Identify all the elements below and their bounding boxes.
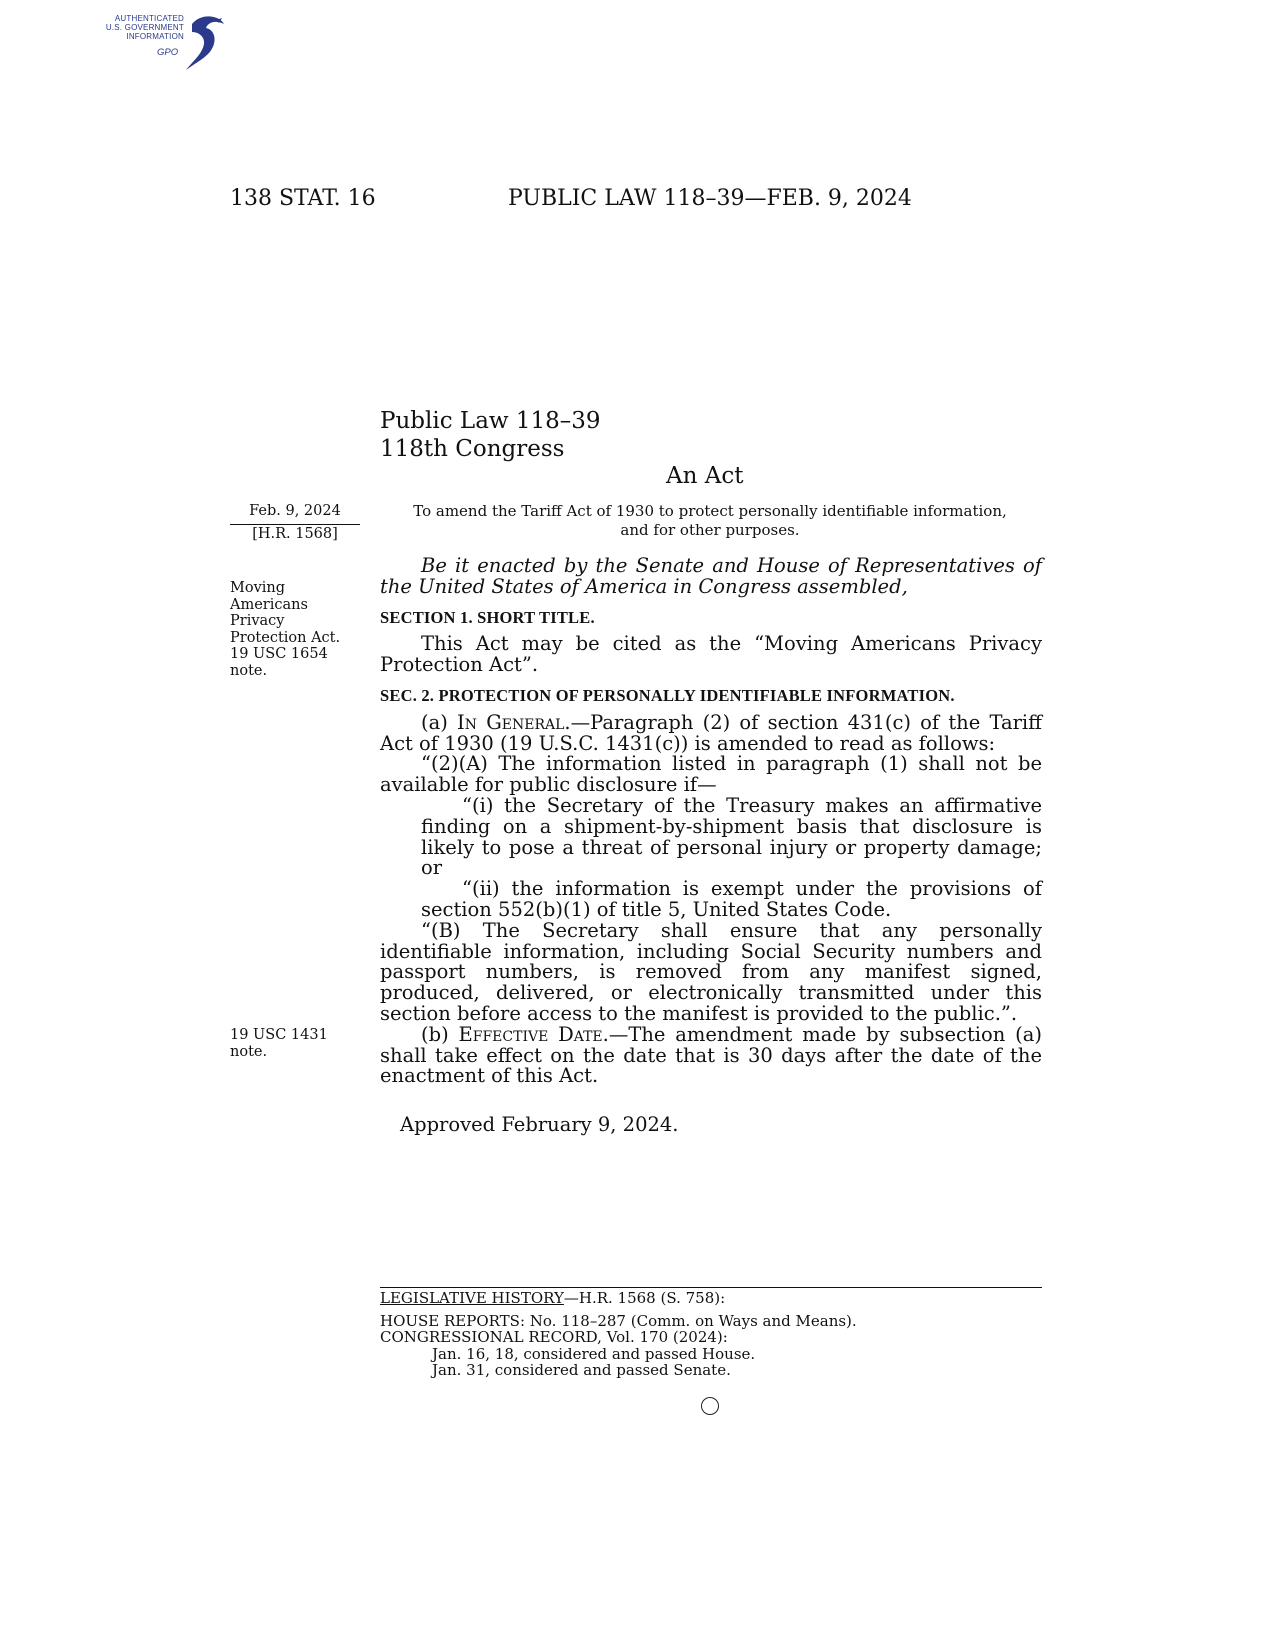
logo-line-3: INFORMATION [126, 32, 184, 41]
margin-bill: [H.R. 1568] [252, 526, 338, 542]
margin-note-line: Moving [230, 580, 286, 596]
margin-note-line: note. [230, 1043, 268, 1060]
subsection-b-heading: Effective Date [458, 1022, 603, 1046]
logo-line-1: AUTHENTICATED [114, 14, 184, 23]
subsection-a-heading: In General [457, 710, 565, 734]
law-body [380, 556, 1042, 1087]
congressional-record: CONGRESSIONAL RECORD, Vol. 170 (2024): [380, 1328, 728, 1346]
margin-note-line: Privacy [230, 613, 285, 629]
stat-page: 138 STAT. 16 [230, 186, 376, 211]
margin-note-short-title [230, 580, 340, 679]
quoted-clause-i: “(i) the Secretary of the Treasury makes an affirmative finding on a shipment-by-shipment basis that disclosure is likely to pose a threat of personal injury or property damage; or [421, 793, 1042, 880]
section-1-text: This Act may be cited as the “Moving Americans Privacy Protection Act”. [380, 632, 1042, 677]
section-1-heading: SECTION 1. SHORT TITLE. [380, 607, 595, 627]
section-2-heading: SEC. 2. PROTECTION OF PERSONALLY IDENTIFIABLE INFORMATION. [380, 685, 955, 705]
quoted-paragraph-b: “(B) The Secretary shall ensure that any personally identifiable information, including Social Security numbers and passport numbers, is removed from any manifest signed, produced, delivered, or electronically transmitted under this section before access to the manifest is provided to the public.”. [380, 918, 1042, 1025]
purpose-line-2: and for other purposes. [620, 521, 800, 539]
quoted-paragraph-2a: “(2)(A) The information listed in paragraph (1) shall not be available for public disclosure if— [380, 752, 1042, 797]
margin-note-line: Americans [230, 596, 308, 613]
subsection-b-text: .—The amendment made by subsection (a) shall take effect on the date that is 30 days after the date of the enactment of this Act. [380, 1022, 1042, 1088]
margin-note-line: 19 USC 1654 [230, 646, 328, 662]
quoted-clause-ii: “(ii) the information is exempt under the provisions of section 552(b)(1) of title 5, United States Code. [421, 877, 1042, 921]
subsection-b [380, 1022, 1042, 1088]
history-rule [380, 1287, 1042, 1288]
law-number: Public Law 118–39 [380, 408, 601, 434]
history-label: LEGISLATIVE HISTORY [380, 1289, 564, 1307]
margin-note-line: Protection Act. [230, 629, 341, 646]
history-action: Jan. 16, 18, considered and passed House. [432, 1344, 756, 1363]
history-bill: —H.R. 1568 (S. 758): [563, 1289, 726, 1307]
margin-divider [230, 524, 360, 525]
act-purpose [400, 502, 1020, 540]
margin-note-effective-date [230, 1027, 328, 1060]
logo-line-2: U.S. GOVERNMENT [105, 23, 184, 32]
legislative-history [380, 1290, 857, 1379]
act-heading: An Act [666, 463, 744, 489]
margin-note-line: 19 USC 1431 [230, 1027, 328, 1043]
subsection-b-label: (b) [421, 1022, 449, 1046]
approval-date: Approved February 9, 2024. [400, 1113, 679, 1136]
running-head: PUBLIC LAW 118–39—FEB. 9, 2024 [508, 186, 912, 211]
purpose-line-1: To amend the Tariff Act of 1930 to protect personally identifiable information, [413, 502, 1007, 520]
eagle-icon [172, 10, 232, 74]
congress: 118th Congress [380, 436, 565, 462]
house-reports: HOUSE REPORTS: No. 118–287 (Comm. on Ways and Means). [380, 1311, 857, 1330]
subsection-a-text: .—Paragraph (2) of section 431(c) of the Tariff Act of 1930 (19 U.S.C. 1431(c)) is amended to read as follows: [380, 710, 1042, 755]
history-action: Jan. 31, considered and passed Senate. [432, 1361, 731, 1379]
title-block [380, 407, 601, 463]
logo-gpo-text: GPO [157, 47, 179, 58]
subsection-a [380, 710, 1042, 755]
margin-date: Feb. 9, 2024 [249, 503, 341, 519]
end-mark-circle-icon [701, 1397, 719, 1415]
enacting-clause: Be it enacted by the Senate and House of Representatives of the United States of America in Congress assembled, [380, 554, 1042, 598]
subsection-a-label: (a) [421, 710, 448, 734]
history-heading [380, 1290, 857, 1307]
margin-note-line: note. [230, 662, 268, 679]
gpo-logo [92, 10, 232, 74]
